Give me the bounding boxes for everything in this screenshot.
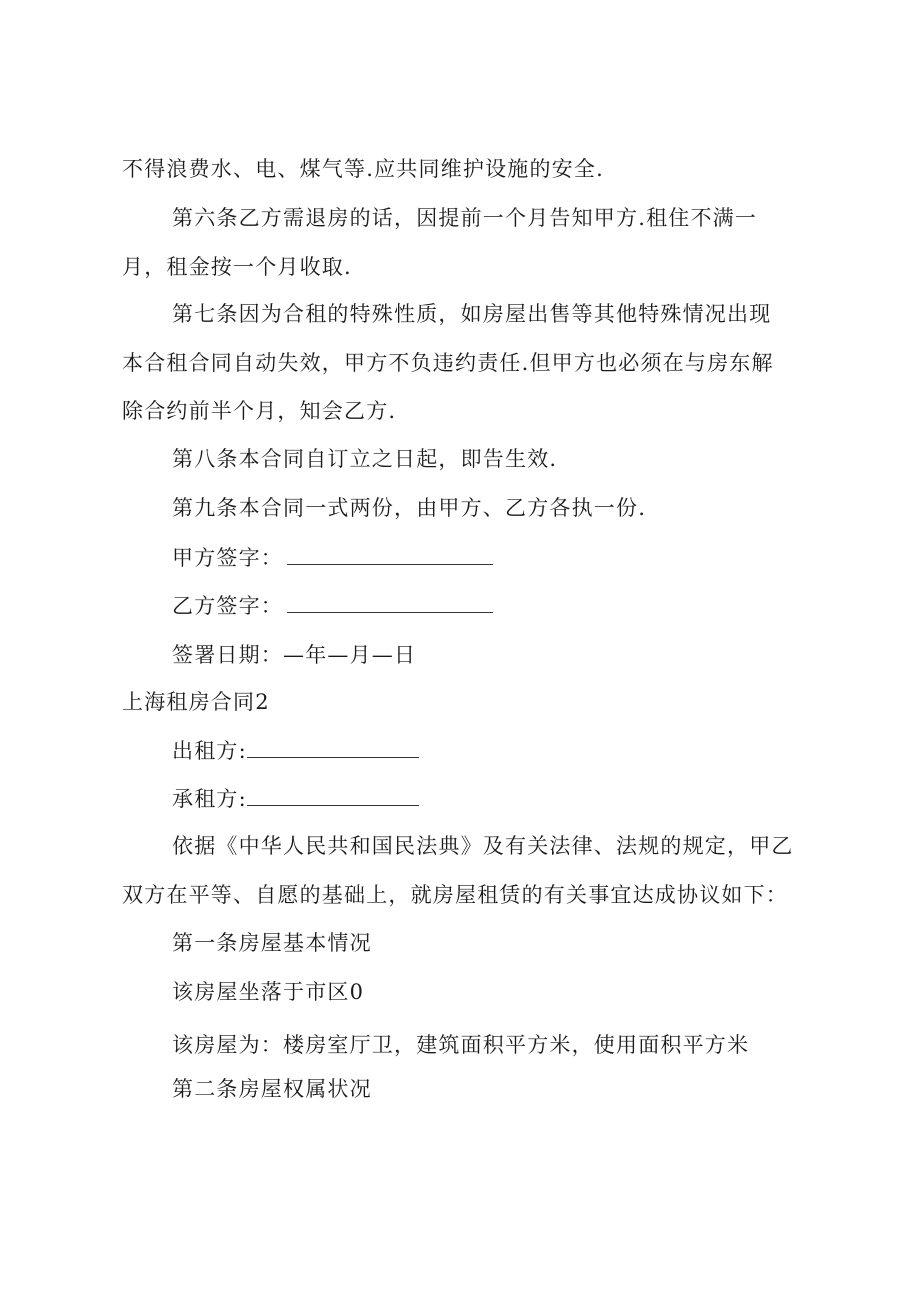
lessor-field[interactable]: [247, 739, 419, 758]
clause-7-line-1: 第七条因为合租的特殊性质，如房屋出售等其他特殊情况出现: [172, 302, 772, 326]
clause-6-line-1: 第六条乙方需退房的话，因提前一个月告知甲方.租住不满一: [172, 206, 758, 230]
clause-7-line-3: 除合约前半个月，知会乙方.: [122, 399, 397, 423]
party-b-signature-field[interactable]: [287, 594, 493, 613]
lessee-field[interactable]: [247, 787, 419, 806]
lessor-row: [172, 736, 419, 766]
property-location: 该房屋坐落于市区0: [172, 980, 365, 1004]
preamble-line-2: 双方在平等、自愿的基础上，就房屋租赁的有关事宜达成协议如下：: [122, 883, 788, 907]
preamble-line-1: 依据《中华人民共和国民法典》及有关法律、法规的规定，甲乙: [172, 834, 794, 858]
party-a-signature-row: [172, 543, 493, 573]
party-b-signature-row: [172, 591, 493, 621]
clause-6-line-2: 月，租金按一个月收取.: [122, 255, 352, 279]
party-a-sign-label: 甲方签字：: [172, 546, 283, 570]
lessee-row: [172, 784, 419, 814]
party-a-signature-field[interactable]: [287, 546, 493, 565]
sign-date: 签署日期：—年—月—日: [172, 643, 417, 667]
clause-8: 第八条本合同自订立之日起，即告生效.: [172, 447, 558, 471]
party-b-sign-label: 乙方签字：: [172, 594, 283, 618]
lessor-label: 出租方:: [172, 739, 247, 763]
clause-1-heading: 第一条房屋基本情况: [172, 931, 372, 955]
clause-2-heading: 第二条房屋权属状况: [172, 1077, 372, 1101]
paragraph-line: 不得浪费水、电、煤气等.应共同维护设施的安全.: [122, 157, 604, 181]
clause-7-line-2: 本合租合同自动失效，甲方不负违约责任.但甲方也必须在与房东解: [122, 351, 774, 375]
lessee-label: 承租方:: [172, 787, 247, 811]
clause-9: 第九条本合同一式两份，由甲方、乙方各执一份.: [172, 496, 647, 520]
property-description: 该房屋为：楼房室厅卫，建筑面积平方米，使用面积平方米: [172, 1033, 750, 1057]
contract-2-title: 上海租房合同2: [122, 690, 270, 714]
